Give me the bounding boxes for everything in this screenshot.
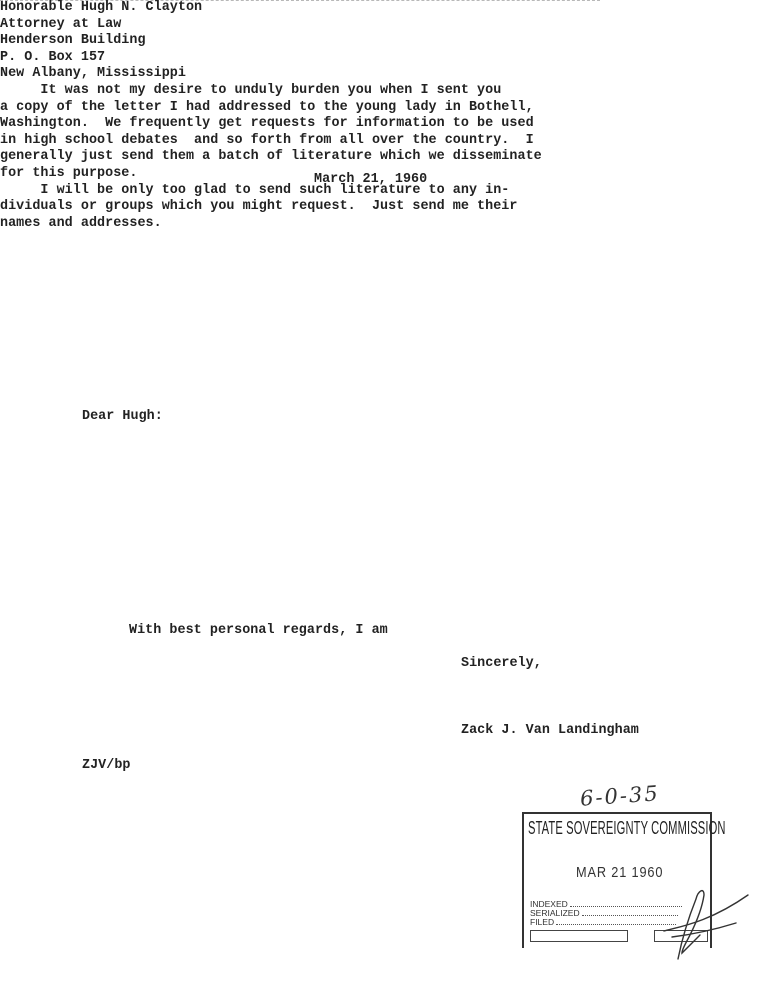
signer-name: Zack J. Van Landingham <box>461 723 639 738</box>
closing-regards: With best personal regards, I am <box>129 623 388 638</box>
letter-date: March 21, 1960 <box>314 172 428 187</box>
paragraph-line: generally just send them a batch of literature which we disseminate <box>0 149 542 165</box>
recipient-address-block <box>0 0 763 83</box>
stamp-field-label: FILED <box>530 917 555 927</box>
handwritten-file-number: 6-0-35 <box>579 781 661 811</box>
paragraph-line: a copy of the letter I had addressed to the young lady in Bothell, <box>0 99 534 115</box>
paragraph-line: for this purpose. <box>0 165 138 181</box>
recipient-line: Henderson Building <box>0 33 146 49</box>
recipient-line: Attorney at Law <box>0 16 122 32</box>
salutation: Dear Hugh: <box>82 409 163 424</box>
paragraph-line: I will be only too glad to send such literature to any in- <box>0 182 510 198</box>
stamp-title: STATE SOVEREIGNTY COMMISSION <box>528 818 726 838</box>
recipient-line: New Albany, Mississippi <box>0 66 186 82</box>
body-paragraph-1 <box>0 83 763 183</box>
stamp-field-label: SERIALIZED <box>530 908 580 918</box>
reference-initials: ZJV/bp <box>82 758 131 773</box>
paragraph-line: It was not my desire to unduly burden you when I sent you <box>0 82 502 98</box>
recipient-line: Honorable Hugh N. Clayton <box>0 0 203 15</box>
paragraph-line: in high school debates and so forth from all over the country. I <box>0 132 534 148</box>
body-paragraph-2 <box>0 183 763 233</box>
complimentary-close: Sincerely, <box>461 656 542 671</box>
paragraph-line: dividuals or groups which you might request. Just send me their <box>0 199 518 215</box>
stamp-date: MAR 21 1960 <box>576 864 664 881</box>
stamp-box-left <box>530 930 628 942</box>
commission-receipt-stamp <box>518 781 758 959</box>
stamp-field-label: INDEXED <box>530 899 568 909</box>
handwritten-initials-signature <box>638 879 758 964</box>
paragraph-line: names and addresses. <box>0 215 162 231</box>
paragraph-line: Washington. We frequently get requests for information to be used <box>0 116 534 132</box>
recipient-line: P. O. Box 157 <box>0 49 106 65</box>
